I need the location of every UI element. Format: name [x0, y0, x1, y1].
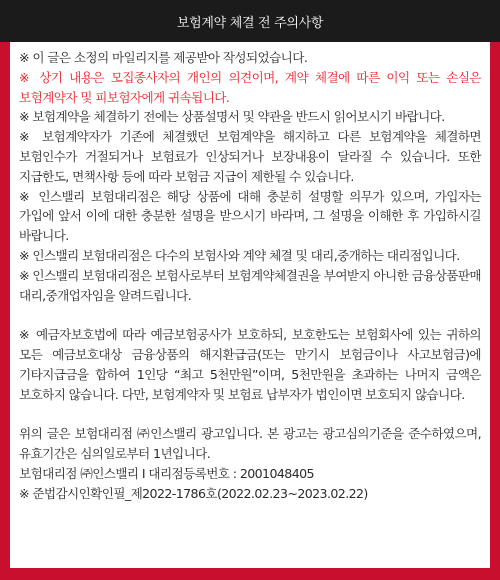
agency-authority-notice: ※ 인스밸리 보험대리점은 보험사로부터 보험계약체결권을 부여받지 아니한 금융상품판매 대리,중개업자임을 알려드립니다.: [19, 267, 481, 303]
compliance-approval: ※ 준법감시인확인필_제2022-1786호(2022.02.23~2023.02.22): [19, 485, 368, 501]
explanation-duty-notice: ※ 인스밸리 보험대리점은 해당 상품에 대해 충분히 설명할 의무가 있으며, 가입자는 가입에 앞서 이에 대한 충분한 설명을 받으시기 바라며, 그 설명을 이해한 후 가입하시길 바랍니다.: [19, 188, 481, 244]
deposit-protection-notice: ※ 예금자보호법에 따라 예금보험공사가 보호하되, 보호한도는 보험회사에 있는 귀하의 모든 예금보호대상 금융상품의 해지환급금(또는 만기시 보험금이나 사고보험금)에 기타지급금을 합하여 1인당 “최고 5천만원”이며, 5천만원을 초과하는 나머지 금액은 보호하지 않습니다. 다만, 보험계약자 및 보험료 납부자가 법인이면 보호되지 않습니다.: [19, 327, 481, 402]
contract-replacement-notice: ※ 보험계약자가 기존에 체결했던 보험계약을 해지하고 다른 보험계약을 체결하면 보험인수가 거절되거나 보험료가 인상되거나 보장내용이 달라질 수 있습니다. 또한 지급한도, 면책사항 등에 따라 보험금 지급이 제한될 수 있습니다.: [19, 129, 481, 184]
notice-panel: [10, 42, 490, 568]
notice-header: [0, 0, 500, 42]
personal-opinion-warning: ※ 상기 내용은 모집종사자의 개인의 의견이며, 계약 체결에 따른 이익 또는 손실은 보험계약자 및 피보험자에게 귀속됩니다.: [19, 69, 481, 105]
mileage-disclosure: ※ 이 글은 소정의 마일리지를 제공받아 작성되었습니다.: [19, 50, 308, 65]
agency-registration: 보험대리점 ㈜인스밸리 I 대리점등록번호 : 2001048405: [19, 465, 314, 481]
ad-review-notice: 위의 글은 보험대리점 ㈜인스밸리 광고입니다. 본 광고는 광고심의기준을 준수하였으며, 유효기간은 심의일로부터 1년입니다.: [19, 426, 481, 461]
notice-title: 보험계약 체결 전 주의사항: [176, 15, 324, 31]
agency-role-notice: ※ 인스밸리 보험대리점은 다수의 보험사와 계약 체결 및 대리,중개하는 대리점입니다.: [19, 247, 460, 263]
read-terms-notice: ※ 보험계약을 체결하기 전에는 상품설명서 및 약관을 반드시 읽어보시기 바랍니다.: [19, 109, 445, 125]
